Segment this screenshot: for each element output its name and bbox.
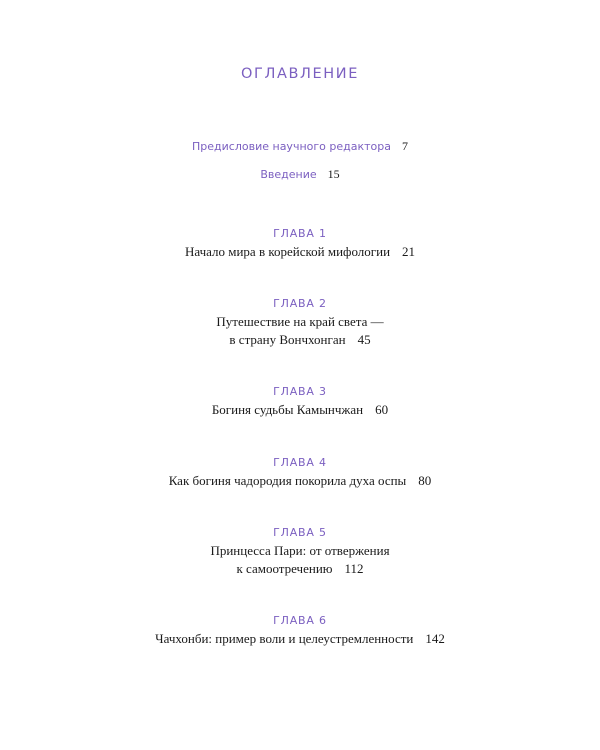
toc-entry-chapter-5-line-2[interactable]: [0, 561, 600, 577]
entry-title: Как богиня чадородия покорила духа оспы: [168, 473, 407, 488]
chapter-5-label: ГЛАВА 5: [273, 526, 327, 539]
toc-entry-chapter-5-line-1[interactable]: [0, 543, 600, 559]
toc-entry-chapter-2-line-1[interactable]: [0, 314, 600, 330]
chapter-2-label: ГЛАВА 2: [273, 297, 327, 310]
entry-page-number: 21: [402, 244, 416, 259]
entry-page-number: 80: [418, 473, 432, 488]
entry-title: к самоотречению: [236, 561, 333, 576]
entry-page-number: 15: [327, 167, 340, 181]
chapter-1-label: ГЛАВА 1: [273, 227, 327, 240]
entry-title: Начало мира в корейской мифологии: [184, 244, 391, 259]
toc-entry-foreword[interactable]: [0, 139, 600, 154]
toc-heading: ОГЛАВЛЕНИЕ: [240, 66, 359, 82]
toc-entry-chapter-3[interactable]: [0, 402, 600, 418]
entry-title: Принцесса Пари: от отвержения: [210, 543, 390, 558]
toc-entry-chapter-6[interactable]: [0, 631, 600, 647]
chapter-4-label: ГЛАВА 4: [273, 456, 327, 469]
entry-title: Богиня судьбы Камынчжан: [211, 402, 364, 417]
entry-page-number: 112: [344, 561, 364, 576]
toc-entry-chapter-1[interactable]: [0, 244, 600, 260]
entry-page-number: 7: [401, 139, 408, 153]
entry-title: Чачхонби: пример воли и целеустремленности: [155, 631, 414, 646]
entry-title: Путешествие на край света —: [216, 314, 384, 329]
chapter-6-label: ГЛАВА 6: [273, 614, 327, 627]
entry-title: Предисловие научного редактора: [192, 140, 391, 153]
chapter-3-label: ГЛАВА 3: [273, 385, 327, 398]
entry-page-number: 45: [357, 332, 371, 347]
entry-title: в страну Вончхонган: [229, 332, 346, 347]
entry-page-number: 142: [425, 631, 445, 646]
toc-entry-chapter-4[interactable]: [0, 473, 600, 489]
entry-title: Введение: [260, 168, 317, 181]
toc-entry-introduction[interactable]: [0, 167, 600, 182]
entry-page-number: 60: [375, 402, 389, 417]
toc-entry-chapter-2-line-2[interactable]: [0, 332, 600, 348]
